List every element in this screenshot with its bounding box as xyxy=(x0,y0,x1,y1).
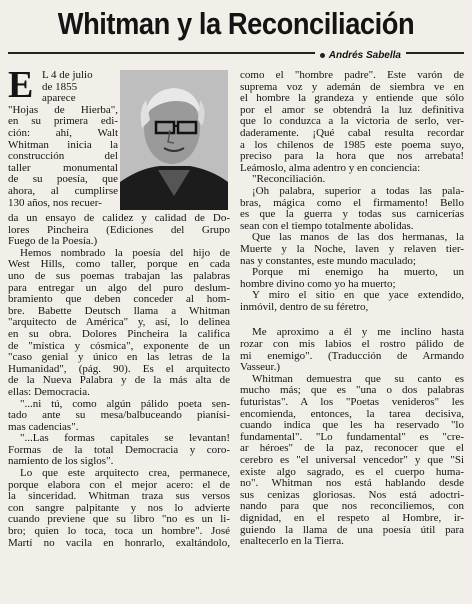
text-line: Muerte y la Noche, laven y relaven tier- xyxy=(240,243,464,255)
text-line: lores Pincheira (Ediciones del Grupo xyxy=(8,224,230,236)
text-line: suprema voz y ademán de siembra ve en xyxy=(240,81,464,93)
text-line: Whitman inicia la xyxy=(8,139,118,151)
text-line: futuristas". A los "Poetas venideros" les xyxy=(240,397,464,409)
left-column-text xyxy=(8,213,230,549)
text-line: bras, mágica como el firmamento! Bello xyxy=(240,197,464,209)
text-line: a los chilenos de 1985 este poema suyo, xyxy=(240,139,464,151)
text-line: por el amor se obtendrá la luz definitiva xyxy=(240,104,464,116)
byline-container xyxy=(315,46,406,60)
text-line: preciso para la hora que nos arrebata! xyxy=(240,151,464,163)
text-line: "caso genial y único en las letras de la xyxy=(8,352,230,364)
text-line: que lo conduzca a la victoria de serlo, ver- xyxy=(240,116,464,128)
right-column xyxy=(240,70,464,600)
text-line: "Reconciliación. xyxy=(252,174,326,186)
byline-bar xyxy=(8,46,464,60)
text-line: "...Las formas capitales se levantan! xyxy=(20,433,230,445)
text-line: el hombre la grandeza y entiende que sólo xyxy=(240,93,464,105)
text-line: ¡Oh palabra, superior a todas las pala- xyxy=(252,185,464,197)
text-line: de 1855 xyxy=(42,81,78,93)
text-line: daderamente. ¡Qué cabal resulta recordar xyxy=(240,127,464,139)
text-line: bre. Babette Deutsch llama a Whitman xyxy=(8,305,230,317)
text-line: enaltecerlo en la Tierra. xyxy=(240,536,344,548)
text-line: 130 años, nos recuer- xyxy=(8,197,102,209)
article-body xyxy=(8,70,464,600)
text-line: Me aproximo a él y me inclino hasta xyxy=(252,327,464,339)
text-line: bramiento que deben conceder al hom- xyxy=(8,294,230,306)
text-line: de la Nueva Palabra y de la más alta de xyxy=(8,375,230,387)
lead-paragraph-top xyxy=(8,70,118,209)
text-line: L 4 de julio xyxy=(42,70,93,81)
text-line: "Hojas de Hierba", xyxy=(8,104,118,116)
text-line: West Hills, como taller, porque en cada xyxy=(8,259,230,271)
text-line: porque elabora con el mejor acero: el de xyxy=(8,479,230,491)
bullet-icon xyxy=(320,53,325,58)
text-line: "arquitecto de América" y, así, lo delinea xyxy=(8,317,230,329)
text-line: mucho más; que es "una o dos palabras xyxy=(240,385,464,397)
text-line: Porque mi enemigo ha muerto, un xyxy=(252,267,464,279)
text-line: cerebro es "el universal vencedor" y que "Si xyxy=(240,455,464,466)
text-line: da un ensayo de calidez y calidad de Do- xyxy=(8,213,230,224)
text-line: guiendo la llama de una poesía útil para xyxy=(240,524,464,536)
text-line: construcción del xyxy=(8,151,118,163)
text-line: es que la guerra y todas sus carnicerías xyxy=(240,209,464,221)
text-line: mi enemigo". (Traducción de Armando xyxy=(240,350,464,362)
left-column xyxy=(8,70,230,600)
text-line: Formas de la total Democracia y coro- xyxy=(8,444,230,456)
text-line: nando para que nos reconciliemos, con xyxy=(240,501,464,513)
author-byline: Andrés Sabella xyxy=(328,49,401,61)
text-line: ahora, al cumplirse xyxy=(8,185,118,197)
text-line: rozar con mis labios el rostro pálido de xyxy=(240,339,464,351)
newspaper-page xyxy=(0,4,472,604)
text-line: Whitman demuestra que su canto es xyxy=(252,373,464,385)
text-line: Lo que este arquitecto crea, permanece, xyxy=(20,468,230,480)
text-line: con sangre palpitante y nos lo advierte xyxy=(8,502,230,514)
text-line: no". Whitman nos está hablando desde xyxy=(240,478,464,490)
text-line: "...ni tú, como algún pálido poeta sen- xyxy=(20,398,230,410)
paragraph-gap xyxy=(240,313,464,327)
text-line: mas cadencias". xyxy=(8,421,79,433)
text-line: hombre divino como yo ha muerto; xyxy=(240,278,396,290)
text-line: de su poesía, que xyxy=(8,174,118,186)
text-line: dignidad, en el respeto al Hombre, ir- xyxy=(240,512,464,524)
text-line: uno de sus poemas trabajan las palabras xyxy=(8,270,230,282)
text-line: como el "hombre padre". Este varón de xyxy=(240,70,464,81)
text-line: Vasseur.) xyxy=(240,362,281,374)
text-line: sean con el tiempo totalmente abolidas. xyxy=(240,220,414,232)
text-line: aparece xyxy=(42,93,76,105)
text-line: tado ante su mesa/balbuceando pianísi- xyxy=(8,410,230,422)
text-line: para entregar un algo del puro deslum- xyxy=(8,282,230,294)
drop-cap: E xyxy=(8,70,34,106)
text-line: Fuego de la Poesía.) xyxy=(8,236,98,248)
text-line: de "mística y cósmica", exponente de un xyxy=(8,340,230,352)
text-line: existe algo sagrado, es el cuerpo huma- xyxy=(240,466,464,478)
text-line: Martí no vacila en honrarlo, exaltándolo, xyxy=(8,537,230,549)
text-line: ción: ahí, Walt xyxy=(8,127,118,139)
text-line: Leámoslo, alma adentro y en conciencia: xyxy=(240,162,421,174)
text-line: sus cenizas gloriosas. Nos está adoctri- xyxy=(240,489,464,501)
text-line: ellas: Democracia. xyxy=(8,386,90,398)
text-line: bro; quien lo toca, toca un hombre". José xyxy=(8,526,230,538)
text-line: fundamental". "Lo fundamental" es "cre- xyxy=(240,431,464,443)
text-line: en su primera edi- xyxy=(8,116,118,128)
text-line: nas y constantes, este mundo maculado; xyxy=(240,255,416,267)
text-line: ar héroes" de la paz, reconocer que el xyxy=(240,443,464,455)
text-line: cuando indica que les ha reservado "lo xyxy=(240,420,464,432)
text-line: en su obra. Dolores Pincheira la califica xyxy=(8,328,230,340)
text-line: taller monumental xyxy=(8,162,118,174)
portrait-photo-icon xyxy=(120,70,228,210)
text-line: Humanidad", (pág. 90). Es el arquitecto xyxy=(8,363,230,375)
text-line: encomienda, entonces, la tarea decisiva, xyxy=(240,408,464,420)
text-line: inmóvil, dentro de su féretro, xyxy=(240,301,369,313)
text-line: cuando previene que su libro "no es un li- xyxy=(8,514,230,526)
text-line: namiento de los siglos". xyxy=(8,456,114,468)
text-line: Hemos nombrado la poesía del hijo de xyxy=(20,247,230,259)
text-line: la sinceridad. Whitman traza sus versos xyxy=(8,491,230,503)
article-headline: Whitman y la Reconciliación xyxy=(57,6,415,41)
text-line: Y miro el sitio en que yace extendido, xyxy=(252,290,464,302)
text-line: Que las manos de las dos hermanas, la xyxy=(252,232,464,244)
